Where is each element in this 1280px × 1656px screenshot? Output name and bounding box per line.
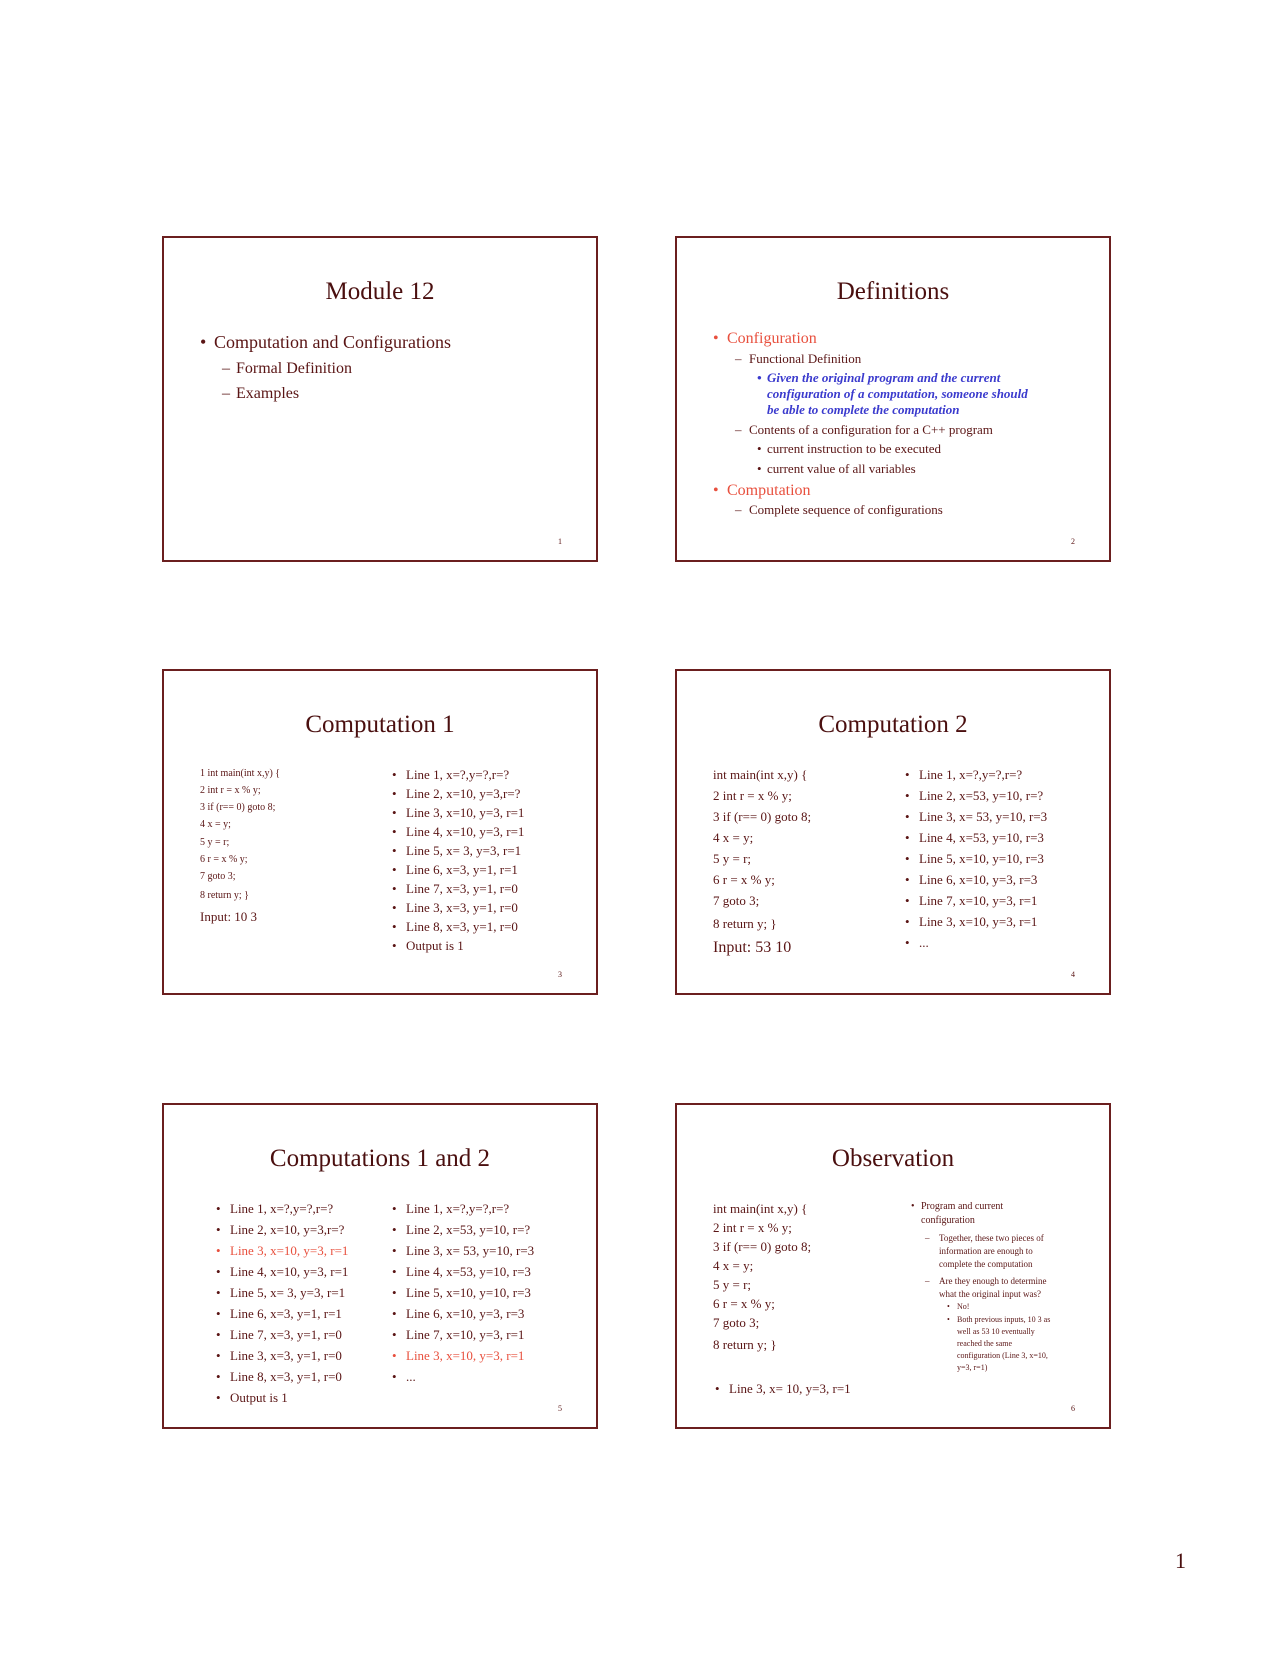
trace-item: • Line 1, x=?,y=?,r=? <box>406 1201 509 1217</box>
observation-line: well as 53 10 eventually <box>957 1327 1035 1336</box>
trace-item: • Line 2, x=53, y=10, r=? <box>919 788 1043 804</box>
trace-item-highlight: • Line 3, x=10, y=3, r=1 <box>406 1348 524 1364</box>
trace-item: • Line 8, x=3, y=1, r=0 <box>230 1369 342 1385</box>
code-line: 3 if (r== 0) goto 8; <box>200 802 276 813</box>
trace-item: • Line 3, x= 53, y=10, r=3 <box>919 809 1047 825</box>
trace-item-highlight: • Line 3, x=10, y=3, r=1 <box>230 1243 348 1259</box>
sub-bullet: – Examples <box>236 385 299 403</box>
observation-line: complete the computation <box>939 1259 1033 1269</box>
observation-sub: – Together, these two pieces of <box>939 1233 1044 1243</box>
slide-number: 2 <box>1071 537 1075 546</box>
code-line: 2 int r = x % y; <box>713 1220 792 1235</box>
definition-line: be able to complete the computation <box>767 402 960 417</box>
code-line: 5 y = r; <box>200 837 230 848</box>
trace-item: • Line 7, x=3, y=1, r=0 <box>406 881 518 897</box>
definition-line: configuration of a computation, someone should <box>767 386 1028 401</box>
slide-number: 5 <box>558 1404 562 1413</box>
sub-bullet: – Contents of a configuration for a C++ program <box>749 422 993 438</box>
code-line: 4 x = y; <box>713 1258 754 1273</box>
code-line: 3 if (r== 0) goto 8; <box>713 1239 812 1254</box>
trace-item: • Line 5, x=10, y=10, r=3 <box>919 851 1044 867</box>
code-line: 5 y = r; <box>713 1277 752 1292</box>
trace-item: • Line 3, x=10, y=3, r=1 <box>406 805 524 821</box>
code-line: 8 return y; } <box>713 916 777 931</box>
code-line: int main(int x,y) { <box>713 767 808 782</box>
trace-item: • Line 5, x= 3, y=3, r=1 <box>230 1285 345 1301</box>
slide-6 <box>675 1103 1111 1429</box>
trace-item: • Line 6, x=10, y=3, r=3 <box>919 872 1037 888</box>
input-line: Input: 53 10 <box>713 939 792 956</box>
code-line: 6 r = x % y; <box>713 1296 775 1311</box>
code-line: 6 r = x % y; <box>713 872 775 887</box>
trace-item: • Line 2, x=10, y=3,r=? <box>230 1222 344 1238</box>
definition-line: • Given the original program and the current <box>767 370 1000 386</box>
trace-item: • Line 8, x=3, y=1, r=0 <box>406 919 518 935</box>
slide-title: Module 12 <box>325 278 435 305</box>
observation-line: configuration (Line 3, x=10, <box>957 1351 1048 1360</box>
trace-item: • Line 7, x=10, y=3, r=1 <box>919 893 1037 909</box>
trace-item: • Line 5, x=10, y=10, r=3 <box>406 1285 531 1301</box>
slide-5 <box>162 1103 598 1429</box>
slide-title: Computation 1 <box>305 711 455 738</box>
code-line: 6 r = x % y; <box>200 854 248 865</box>
trace-item: • Output is 1 <box>406 938 464 954</box>
observation-line: configuration <box>921 1215 975 1226</box>
config-bullet: • Line 3, x= 10, y=3, r=1 <box>729 1381 851 1397</box>
trace-item: • ... <box>406 1369 416 1385</box>
trace-item: • Line 6, x=10, y=3, r=3 <box>406 1306 524 1322</box>
trace-item: • Line 4, x=10, y=3, r=1 <box>230 1264 348 1280</box>
code-line: 3 if (r== 0) goto 8; <box>713 809 812 824</box>
code-line: 7 goto 3; <box>713 1315 760 1330</box>
slide-1 <box>162 236 598 562</box>
slide-2 <box>675 236 1111 562</box>
trace-item: • Line 6, x=3, y=1, r=1 <box>406 862 518 878</box>
code-line: 8 return y; } <box>713 1337 777 1352</box>
code-line: 4 x = y; <box>200 819 231 830</box>
code-line: 5 y = r; <box>713 851 752 866</box>
code-line: 4 x = y; <box>713 830 754 845</box>
trace-item: • Line 6, x=3, y=1, r=1 <box>230 1306 342 1322</box>
observation-subsub: • Both previous inputs, 10 3 as <box>957 1315 1050 1324</box>
bullet-computation: • Computation <box>727 482 811 500</box>
trace-item: • Line 4, x=10, y=3, r=1 <box>406 824 524 840</box>
code-line: 1 int main(int x,y) { <box>200 768 281 779</box>
slide-number: 1 <box>558 537 562 546</box>
trace-item: • Line 3, x=3, y=1, r=0 <box>406 900 518 916</box>
trace-item: • Line 3, x= 53, y=10, r=3 <box>406 1243 534 1259</box>
code-line: 8 return y; } <box>200 890 249 901</box>
code-line: 2 int r = x % y; <box>713 788 792 803</box>
observation-line: reached the same <box>957 1339 1013 1348</box>
slide-4 <box>675 669 1111 995</box>
trace-item: • Line 2, x=53, y=10, r=? <box>406 1222 530 1238</box>
slide-title: Computations 1 and 2 <box>269 1145 491 1172</box>
input-line: Input: 10 3 <box>200 909 258 924</box>
slide-number: 6 <box>1071 1404 1075 1413</box>
slide-3 <box>162 669 598 995</box>
code-line: int main(int x,y) { <box>713 1201 808 1216</box>
trace-item: • Line 5, x= 3, y=3, r=1 <box>406 843 521 859</box>
observation-line: y=3, r=1) <box>957 1363 988 1372</box>
observation-line: what the original input was? <box>939 1289 1041 1299</box>
sub-bullet: – Formal Definition <box>236 360 352 378</box>
trace-item: • Line 2, x=10, y=3,r=? <box>406 786 520 802</box>
code-line: 2 int r = x % y; <box>200 785 261 796</box>
trace-item: • Line 1, x=?,y=?,r=? <box>919 767 1022 783</box>
code-line: 7 goto 3; <box>713 893 760 908</box>
slide-number: 3 <box>558 970 562 979</box>
trace-item: • Line 1, x=?,y=?,r=? <box>230 1201 333 1217</box>
trace-item: • Line 1, x=?,y=?,r=? <box>406 767 509 783</box>
trace-item: • Line 7, x=3, y=1, r=0 <box>230 1327 342 1343</box>
slide-number: 4 <box>1071 970 1075 979</box>
observation-bullet: • Program and current <box>921 1201 1003 1212</box>
sub-bullet: – Functional Definition <box>749 351 861 367</box>
slide-title: Observation <box>831 1145 955 1172</box>
sub-sub-bullet: • current value of all variables <box>767 461 916 477</box>
page-number: 1 <box>1175 1548 1186 1573</box>
slide-title: Definitions <box>836 278 950 305</box>
bullet-configuration: • Configuration <box>727 330 817 348</box>
code-line: 7 goto 3; <box>200 871 236 882</box>
trace-item: • ... <box>919 935 929 951</box>
trace-item: • Line 4, x=53, y=10, r=3 <box>919 830 1044 846</box>
sub-bullet: – Complete sequence of configurations <box>749 502 943 518</box>
trace-item: • Line 3, x=3, y=1, r=0 <box>230 1348 342 1364</box>
observation-sub: – Are they enough to determine <box>939 1276 1046 1286</box>
observation-line: information are enough to <box>939 1246 1033 1256</box>
trace-item: • Line 3, x=10, y=3, r=1 <box>919 914 1037 930</box>
bullet: • Computation and Configurations <box>214 332 451 353</box>
observation-subsub: • No! <box>957 1302 969 1311</box>
sub-sub-bullet: • current instruction to be executed <box>767 441 941 457</box>
trace-item: • Line 4, x=53, y=10, r=3 <box>406 1264 531 1280</box>
trace-item: • Output is 1 <box>230 1390 288 1406</box>
slide-title: Computation 2 <box>818 711 968 738</box>
trace-item: • Line 7, x=10, y=3, r=1 <box>406 1327 524 1343</box>
